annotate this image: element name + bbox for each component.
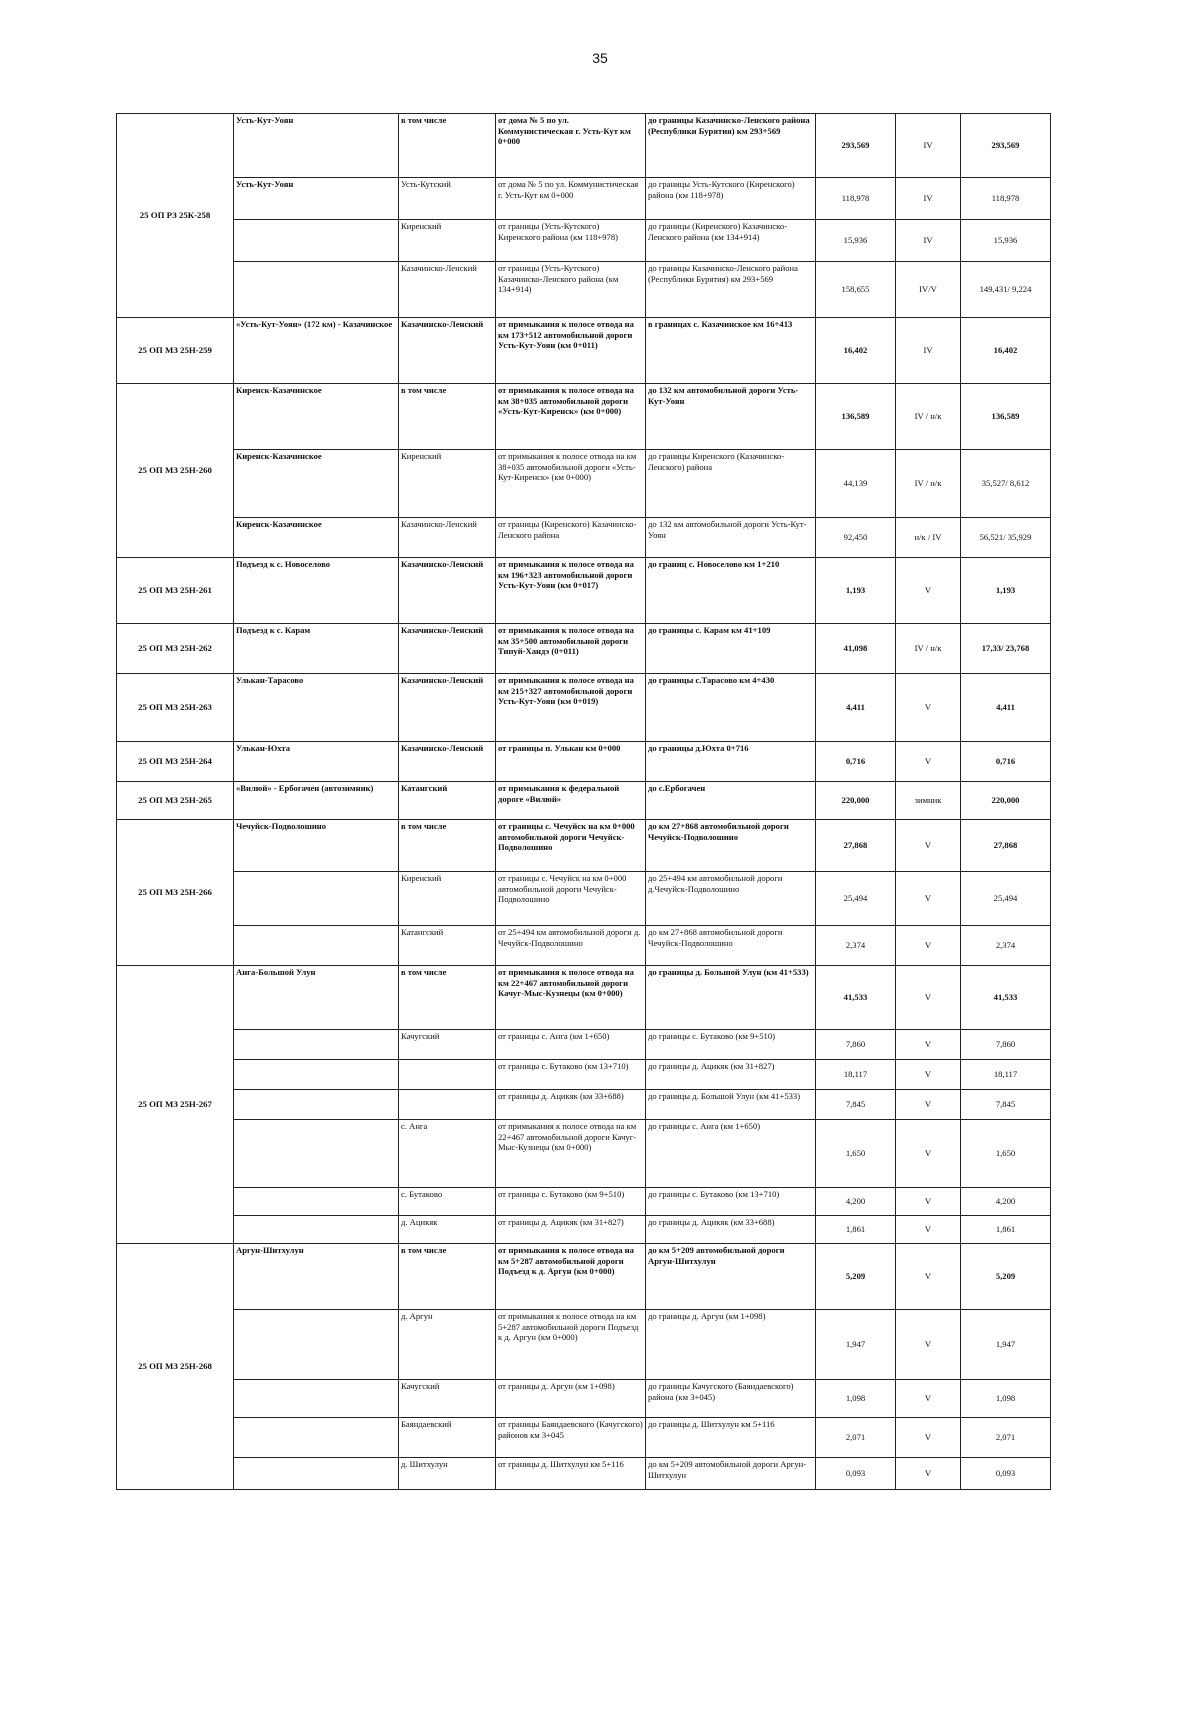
start-point-cell: от границы (Усть-Кутского) Казачинско-Ленского района (км 134+914)	[496, 262, 646, 318]
table-row	[117, 872, 1051, 926]
district-cell: Казачинско-Ленский	[399, 742, 496, 782]
length-cell: 7,860	[816, 1030, 896, 1060]
category-cell: V	[896, 966, 961, 1030]
category-cell: V	[896, 1216, 961, 1244]
category-cell: V	[896, 1188, 961, 1216]
length-cell: 1,098	[816, 1380, 896, 1418]
length-cell: 293,569	[816, 114, 896, 178]
table-row	[117, 1188, 1051, 1216]
length-cell: 2,071	[816, 1418, 896, 1458]
district-cell: д. Аргун	[399, 1310, 496, 1380]
table-row	[117, 178, 1051, 220]
road-code-cell: 25 ОП МЗ 25Н-259	[117, 318, 234, 384]
length-cell: 18,117	[816, 1060, 896, 1090]
end-point-cell: до км 5+209 автомобильной дороги Аргун-Шитхулун	[646, 1458, 816, 1490]
start-point-cell: от примыкания к полосе отвода на км 22+467 автомобильной дороги Качуг-Мыс-Кузнецы (км 0+000)	[496, 966, 646, 1030]
start-point-cell: от границы п. Улькан км 0+000	[496, 742, 646, 782]
end-point-cell: до границы Казачинско-Ленского района (Республики Бурятия) км 293+569	[646, 114, 816, 178]
end-point-cell: до 132 км автомобильной дороги Усть-Кут-Уоян	[646, 518, 816, 558]
end-point-cell: до границы с. Анга (км 1+650)	[646, 1120, 816, 1188]
start-point-cell: от границы д. Ацикяк (км 33+688)	[496, 1090, 646, 1120]
start-point-cell: от границы Баяндаевского (Качугского) районов км 3+045	[496, 1418, 646, 1458]
road-name-cell: Улькан-Юхта	[234, 742, 399, 782]
road-name-cell: Киренск-Казачинское	[234, 450, 399, 518]
district-cell	[399, 1090, 496, 1120]
table-row	[117, 518, 1051, 558]
end-point-cell: до границы с.Тарасово км 4+430	[646, 674, 816, 742]
table-body	[117, 114, 1051, 1490]
road-name-cell: «Усть-Кут-Уоян» (172 км) - Казачинское	[234, 318, 399, 384]
category-cell: IV	[896, 318, 961, 384]
end-point-cell: до границы с. Карам км 41+109	[646, 624, 816, 674]
category-cell: V	[896, 1090, 961, 1120]
end-point-cell: до границы д. Ацикяк (км 31+827)	[646, 1060, 816, 1090]
end-point-cell: до км 27+868 автомобильной дороги Чечуйск-Подволошино	[646, 820, 816, 872]
length-by-category-cell: 7,845	[961, 1090, 1051, 1120]
start-point-cell: от границы д. Аргун (км 1+098)	[496, 1380, 646, 1418]
district-cell: Качугский	[399, 1380, 496, 1418]
category-cell: V	[896, 1458, 961, 1490]
length-cell: 118,978	[816, 178, 896, 220]
road-code-cell: 25 ОП РЗ 25К-258	[117, 114, 234, 318]
start-point-cell: от примыкания к полосе отвода на км 38+035 автомобильной дороги «Усть-Кут-Киренск» (км 0+000)	[496, 384, 646, 450]
road-code-cell: 25 ОП МЗ 25Н-267	[117, 966, 234, 1244]
length-by-category-cell: 17,33/ 23,768	[961, 624, 1051, 674]
length-by-category-cell: 35,527/ 8,612	[961, 450, 1051, 518]
category-cell: V	[896, 1244, 961, 1310]
road-name-cell	[234, 1060, 399, 1090]
length-cell: 4,200	[816, 1188, 896, 1216]
length-by-category-cell: 136,589	[961, 384, 1051, 450]
district-cell: Казачинско-Ленский	[399, 318, 496, 384]
length-by-category-cell: 1,193	[961, 558, 1051, 624]
table-row	[117, 262, 1051, 318]
road-code-cell: 25 ОП МЗ 25Н-266	[117, 820, 234, 966]
end-point-cell: до 132 км автомобильной дороги Усть-Кут-Уоян	[646, 384, 816, 450]
district-cell: Казачинско-Ленский	[399, 518, 496, 558]
table-row	[117, 1244, 1051, 1310]
road-name-cell: Улькан-Тарасово	[234, 674, 399, 742]
district-cell: Казачинско-Ленский	[399, 624, 496, 674]
category-cell: V	[896, 558, 961, 624]
table-row	[117, 1418, 1051, 1458]
length-cell: 1,861	[816, 1216, 896, 1244]
table-row	[117, 820, 1051, 872]
district-cell: Катангский	[399, 926, 496, 966]
length-cell: 1,947	[816, 1310, 896, 1380]
start-point-cell: от примыкания к полосе отвода на км 38+035 автомобильной дороги «Усть-Кут-Киренск» (км 0+000)	[496, 450, 646, 518]
category-cell: IV / н/к	[896, 624, 961, 674]
length-by-category-cell: 2,374	[961, 926, 1051, 966]
length-by-category-cell: 118,978	[961, 178, 1051, 220]
district-cell: Казачинско-Ленский	[399, 262, 496, 318]
road-name-cell: Подъезд к с. Карам	[234, 624, 399, 674]
start-point-cell: от примыкания к полосе отвода на км 22+467 автомобильной дороги Качуг-Мыс-Кузнецы (км 0+000)	[496, 1120, 646, 1188]
category-cell: IV	[896, 220, 961, 262]
length-by-category-cell: 15,936	[961, 220, 1051, 262]
road-name-cell: Киренск-Казачинское	[234, 518, 399, 558]
district-cell: д. Ацикяк	[399, 1216, 496, 1244]
road-code-cell: 25 ОП МЗ 25Н-265	[117, 782, 234, 820]
length-cell: 1,650	[816, 1120, 896, 1188]
length-by-category-cell: 7,860	[961, 1030, 1051, 1060]
road-name-cell	[234, 1090, 399, 1120]
end-point-cell: до км 27+868 автомобильной дороги Чечуйск-Подволошино	[646, 926, 816, 966]
road-name-cell	[234, 262, 399, 318]
road-name-cell	[234, 872, 399, 926]
table-row	[117, 1060, 1051, 1090]
length-cell: 16,402	[816, 318, 896, 384]
table-row	[117, 220, 1051, 262]
category-cell: V	[896, 872, 961, 926]
end-point-cell: до границы Киренского (Казачинско-Ленского) района	[646, 450, 816, 518]
start-point-cell: от границы с. Чечуйск на км 0+000 автомобильной дороги Чечуйск-Подволошино	[496, 872, 646, 926]
district-cell: в том числе	[399, 114, 496, 178]
table-row	[117, 1310, 1051, 1380]
length-by-category-cell: 0,716	[961, 742, 1051, 782]
length-by-category-cell: 27,868	[961, 820, 1051, 872]
district-cell: Качугский	[399, 1030, 496, 1060]
start-point-cell: от примыкания к полосе отвода на км 215+327 автомобильной дороги Усть-Кут-Уоян (км 0+019)	[496, 674, 646, 742]
category-cell: V	[896, 674, 961, 742]
category-cell: V	[896, 1030, 961, 1060]
road-name-cell: Киренск-Казачинское	[234, 384, 399, 450]
length-cell: 0,716	[816, 742, 896, 782]
road-name-cell	[234, 1418, 399, 1458]
district-cell	[399, 1060, 496, 1090]
category-cell: IV	[896, 178, 961, 220]
length-by-category-cell: 149,431/ 9,224	[961, 262, 1051, 318]
table-row	[117, 558, 1051, 624]
road-name-cell	[234, 1030, 399, 1060]
length-by-category-cell: 16,402	[961, 318, 1051, 384]
road-name-cell	[234, 1458, 399, 1490]
end-point-cell: до границы с. Бутаково (км 9+510)	[646, 1030, 816, 1060]
category-cell: IV	[896, 114, 961, 178]
category-cell: зимник	[896, 782, 961, 820]
end-point-cell: до км 5+209 автомобильной дороги Аргун-Шитхулун	[646, 1244, 816, 1310]
length-by-category-cell: 5,209	[961, 1244, 1051, 1310]
category-cell: V	[896, 820, 961, 872]
category-cell: V	[896, 1380, 961, 1418]
district-cell: Киренский	[399, 450, 496, 518]
end-point-cell: до границы д. Большой Улун (км 41+533)	[646, 1090, 816, 1120]
length-cell: 220,000	[816, 782, 896, 820]
end-point-cell: до границы д.Юхта 0+716	[646, 742, 816, 782]
end-point-cell: в границах с. Казачинское км 16+413	[646, 318, 816, 384]
district-cell: в том числе	[399, 820, 496, 872]
length-cell: 5,209	[816, 1244, 896, 1310]
road-name-cell	[234, 926, 399, 966]
table-row	[117, 318, 1051, 384]
district-cell: Киренский	[399, 872, 496, 926]
road-name-cell: Подъезд к с. Новоселово	[234, 558, 399, 624]
length-by-category-cell: 293,569	[961, 114, 1051, 178]
road-code-cell: 25 ОП МЗ 25Н-263	[117, 674, 234, 742]
road-code-cell: 25 ОП МЗ 25Н-264	[117, 742, 234, 782]
category-cell: V	[896, 1060, 961, 1090]
table-row	[117, 1030, 1051, 1060]
end-point-cell: до границы с. Бутаково (км 13+710)	[646, 1188, 816, 1216]
start-point-cell: от 25+494 км автомобильной дороги д. Чечуйск-Подволошино	[496, 926, 646, 966]
road-name-cell	[234, 1120, 399, 1188]
road-name-cell: Аргун-Шитхулун	[234, 1244, 399, 1310]
category-cell: н/к / IV	[896, 518, 961, 558]
length-by-category-cell: 56,521/ 35,929	[961, 518, 1051, 558]
roads-table	[116, 113, 1051, 1490]
end-point-cell: до границ с. Новоселово км 1+210	[646, 558, 816, 624]
length-cell: 41,098	[816, 624, 896, 674]
length-by-category-cell: 4,411	[961, 674, 1051, 742]
length-cell: 41,533	[816, 966, 896, 1030]
end-point-cell: до границы Качугского (Баяндаевского) района (км 3+045)	[646, 1380, 816, 1418]
road-name-cell: Усть-Кут-Уоян	[234, 178, 399, 220]
start-point-cell: от примыкания к полосе отвода на км 196+323 автомобильной дороги Усть-Кут-Уоян (км 0+017)	[496, 558, 646, 624]
road-name-cell	[234, 220, 399, 262]
district-cell: в том числе	[399, 384, 496, 450]
start-point-cell: от дома № 5 по ул. Коммунистическая г. Усть-Кут км 0+000	[496, 114, 646, 178]
start-point-cell: от примыкания к полосе отвода на км 35+500 автомобильной дороги Типуй-Хандэ (0+011)	[496, 624, 646, 674]
district-cell: с. Бутаково	[399, 1188, 496, 1216]
length-cell: 2,374	[816, 926, 896, 966]
length-by-category-cell: 220,000	[961, 782, 1051, 820]
start-point-cell: от границы (Усть-Кутского) Киренского района (км 118+978)	[496, 220, 646, 262]
table-row	[117, 926, 1051, 966]
start-point-cell: от примыкания к полосе отвода на км 5+287 автомобильной дороги Подъезд к д. Аргун (км 0+000)	[496, 1310, 646, 1380]
start-point-cell: от границы с. Анга (км 1+650)	[496, 1030, 646, 1060]
end-point-cell: до границы (Киренского) Казачинско-Ленского района (км 134+914)	[646, 220, 816, 262]
end-point-cell: до границы д. Ацикяк (км 33+688)	[646, 1216, 816, 1244]
category-cell: V	[896, 1120, 961, 1188]
length-by-category-cell: 18,117	[961, 1060, 1051, 1090]
table-row	[117, 624, 1051, 674]
district-cell: Казачинско-Ленский	[399, 558, 496, 624]
length-cell: 0,093	[816, 1458, 896, 1490]
category-cell: V	[896, 926, 961, 966]
end-point-cell: до с.Ербогачен	[646, 782, 816, 820]
table-row	[117, 1216, 1051, 1244]
length-by-category-cell: 1,861	[961, 1216, 1051, 1244]
length-by-category-cell: 1,947	[961, 1310, 1051, 1380]
length-cell: 158,655	[816, 262, 896, 318]
table-row	[117, 114, 1051, 178]
category-cell: IV/V	[896, 262, 961, 318]
end-point-cell: до 25+494 км автомобильной дороги д.Чечуйск-Подволошино	[646, 872, 816, 926]
length-cell: 1,193	[816, 558, 896, 624]
table-row	[117, 1458, 1051, 1490]
district-cell: Казачинско-Ленский	[399, 674, 496, 742]
table-row	[117, 1120, 1051, 1188]
length-by-category-cell: 1,098	[961, 1380, 1051, 1418]
road-name-cell: Анга-Большой Улун	[234, 966, 399, 1030]
table-row	[117, 674, 1051, 742]
road-code-cell: 25 ОП МЗ 25Н-262	[117, 624, 234, 674]
road-name-cell	[234, 1310, 399, 1380]
road-code-cell: 25 ОП МЗ 25Н-260	[117, 384, 234, 558]
start-point-cell: от примыкания к полосе отвода на км 173+512 автомобильной дороги Усть-Кут-Уоян (км 0+011)	[496, 318, 646, 384]
category-cell: V	[896, 1418, 961, 1458]
end-point-cell: до границы Усть-Кутского (Киренского) района (км 118+978)	[646, 178, 816, 220]
road-name-cell	[234, 1188, 399, 1216]
length-cell: 15,936	[816, 220, 896, 262]
table-row	[117, 782, 1051, 820]
end-point-cell: до границы д. Шитхулун км 5+116	[646, 1418, 816, 1458]
length-cell: 44,139	[816, 450, 896, 518]
road-code-cell: 25 ОП МЗ 25Н-261	[117, 558, 234, 624]
table-row	[117, 1090, 1051, 1120]
category-cell: IV / н/к	[896, 384, 961, 450]
table-row	[117, 742, 1051, 782]
table-row	[117, 450, 1051, 518]
category-cell: V	[896, 1310, 961, 1380]
length-by-category-cell: 1,650	[961, 1120, 1051, 1188]
district-cell: Киренский	[399, 220, 496, 262]
length-by-category-cell: 25,494	[961, 872, 1051, 926]
road-name-cell: Чечуйск-Подволошино	[234, 820, 399, 872]
road-name-cell: Усть-Кут-Уоян	[234, 114, 399, 178]
category-cell: V	[896, 742, 961, 782]
start-point-cell: от границы д. Ацикяк (км 31+827)	[496, 1216, 646, 1244]
district-cell: с. Анга	[399, 1120, 496, 1188]
district-cell: д. Шитхулун	[399, 1458, 496, 1490]
start-point-cell: от примыкания к федеральной дороге «Вилюй»	[496, 782, 646, 820]
table-row	[117, 966, 1051, 1030]
length-cell: 27,868	[816, 820, 896, 872]
table-row	[117, 384, 1051, 450]
length-by-category-cell: 2,071	[961, 1418, 1051, 1458]
length-by-category-cell: 41,533	[961, 966, 1051, 1030]
category-cell: IV / н/к	[896, 450, 961, 518]
district-cell: в том числе	[399, 966, 496, 1030]
district-cell: Усть-Кутский	[399, 178, 496, 220]
road-code-cell: 25 ОП МЗ 25Н-268	[117, 1244, 234, 1490]
start-point-cell: от дома № 5 по ул. Коммунистическая г. Усть-Кут км 0+000	[496, 178, 646, 220]
start-point-cell: от примыкания к полосе отвода на км 5+287 автомобильной дороги Подъезд к д. Аргун (км 0+000)	[496, 1244, 646, 1310]
road-name-cell	[234, 1216, 399, 1244]
road-name-cell: «Вилюй» - Ербогачен (автозимник)	[234, 782, 399, 820]
length-cell: 7,845	[816, 1090, 896, 1120]
length-cell: 92,450	[816, 518, 896, 558]
start-point-cell: от границы с. Бутаково (км 13+710)	[496, 1060, 646, 1090]
road-name-cell	[234, 1380, 399, 1418]
page-number: 35	[592, 50, 608, 66]
district-cell: в том числе	[399, 1244, 496, 1310]
end-point-cell: до границы д. Большой Улун (км 41+533)	[646, 966, 816, 1030]
start-point-cell: от границы д. Шитхулун км 5+116	[496, 1458, 646, 1490]
district-cell: Катангский	[399, 782, 496, 820]
length-cell: 136,589	[816, 384, 896, 450]
table-row	[117, 1380, 1051, 1418]
start-point-cell: от границы с. Чечуйск на км 0+000 автомобильной дороги Чечуйск-Подволошино	[496, 820, 646, 872]
length-by-category-cell: 0,093	[961, 1458, 1051, 1490]
length-by-category-cell: 4,200	[961, 1188, 1051, 1216]
length-cell: 4,411	[816, 674, 896, 742]
end-point-cell: до границы Казачинско-Ленского района (Республики Бурятия) км 293+569	[646, 262, 816, 318]
start-point-cell: от границы (Киренского) Казачинско-Ленского района	[496, 518, 646, 558]
length-cell: 25,494	[816, 872, 896, 926]
end-point-cell: до границы д. Аргун (км 1+098)	[646, 1310, 816, 1380]
district-cell: Баяндаевский	[399, 1418, 496, 1458]
start-point-cell: от границы с. Бутаково (км 9+510)	[496, 1188, 646, 1216]
